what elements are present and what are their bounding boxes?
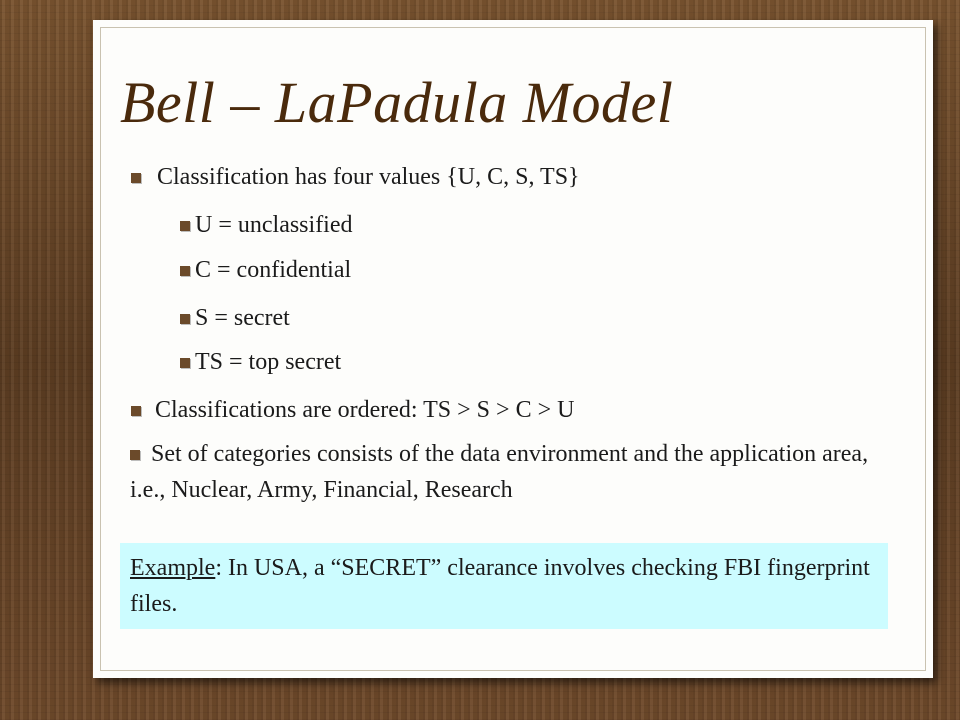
bullet-marker-icon [131, 173, 141, 183]
bullet-marker-icon [180, 221, 190, 231]
bullet-text: Set of categories consists of the data environment and the application area, i.e., Nuclear, Army, Financial, Research [130, 441, 869, 503]
sub-bullet-item-confidential [195, 252, 351, 288]
bullet-text: Classifications are ordered: TS > S > C > U [155, 397, 575, 423]
bullet-item-categories [130, 436, 890, 508]
bullet-text: Classification has four values {U, C, S, TS} [157, 164, 580, 190]
example-box [120, 543, 888, 629]
bullet-item-classification [157, 159, 580, 195]
bullet-item-ordering [155, 392, 574, 428]
slide-title: Bell – LaPadula Model [120, 70, 674, 135]
bullet-marker-icon [130, 450, 140, 460]
sub-bullet-item-unclassified [195, 207, 353, 243]
bullet-text: U = unclassified [195, 212, 353, 238]
bullet-marker-icon [180, 358, 190, 368]
sub-bullet-item-top-secret [195, 344, 341, 380]
sub-bullet-item-secret [195, 300, 290, 336]
bullet-text: S = secret [195, 305, 290, 331]
example-label: Example [130, 555, 216, 581]
bullet-marker-icon [131, 406, 141, 416]
example-text [130, 550, 870, 622]
bullet-marker-icon [180, 314, 190, 324]
example-body: : In USA, a “SECRET” clearance involves checking FBI fingerprint files. [130, 555, 870, 617]
bullet-text: C = confidential [195, 257, 352, 283]
bullet-marker-icon [180, 266, 190, 276]
bullet-text: TS = top secret [195, 349, 342, 375]
